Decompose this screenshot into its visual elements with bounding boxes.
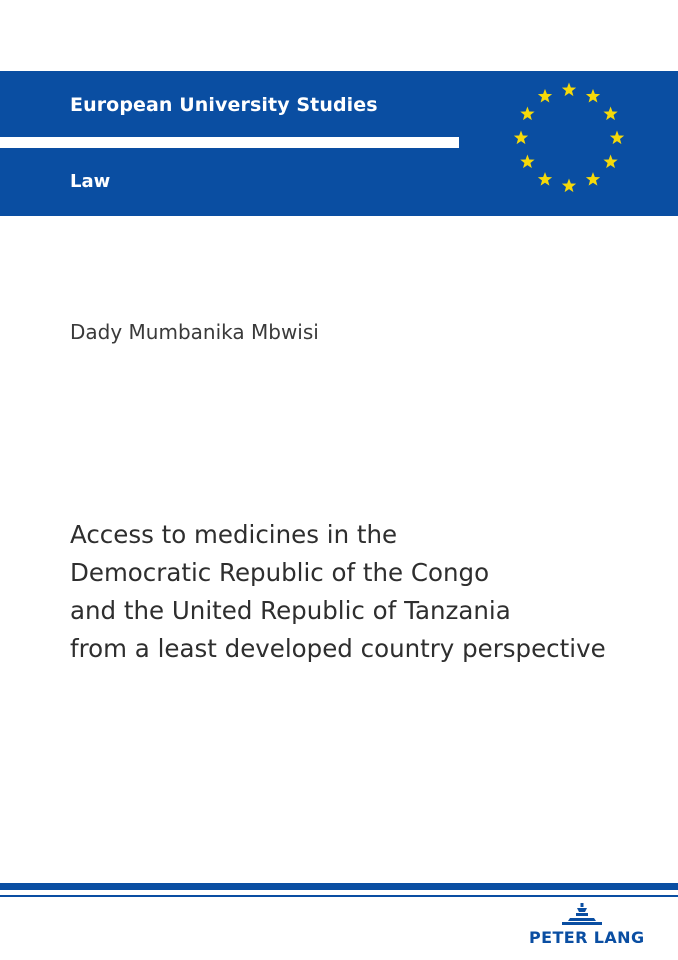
star-icon bbox=[603, 107, 617, 121]
star-icon bbox=[586, 89, 600, 103]
publisher-name: PETER LANG bbox=[529, 928, 645, 947]
star-icon bbox=[538, 172, 552, 186]
book-title bbox=[70, 516, 660, 668]
star-icon bbox=[610, 131, 624, 145]
star-icon bbox=[520, 155, 534, 169]
star-icon bbox=[538, 89, 552, 103]
star-icon bbox=[562, 83, 576, 97]
footer-rule-thick bbox=[0, 883, 678, 890]
footer-rule-thin bbox=[0, 895, 678, 897]
title-line: from a least developed country perspective bbox=[70, 634, 606, 663]
peter-lang-logo-icon bbox=[558, 902, 606, 928]
series-rule bbox=[0, 137, 459, 148]
title-line: and the United Republic of Tanzania bbox=[70, 596, 511, 625]
series-title: European University Studies bbox=[70, 94, 378, 116]
title-line: Access to medicines in the bbox=[70, 520, 398, 549]
star-ring bbox=[514, 83, 624, 193]
title-line: Democratic Republic of the Congo bbox=[70, 558, 490, 587]
star-icon bbox=[586, 172, 600, 186]
star-icon bbox=[520, 107, 534, 121]
author-name: Dady Mumbanika Mbwisi bbox=[70, 320, 319, 344]
star-icon bbox=[603, 155, 617, 169]
star-icon bbox=[514, 131, 528, 145]
eu-stars-circle-icon bbox=[504, 80, 634, 210]
subseries-title: Law bbox=[70, 171, 111, 192]
star-icon bbox=[562, 179, 576, 193]
